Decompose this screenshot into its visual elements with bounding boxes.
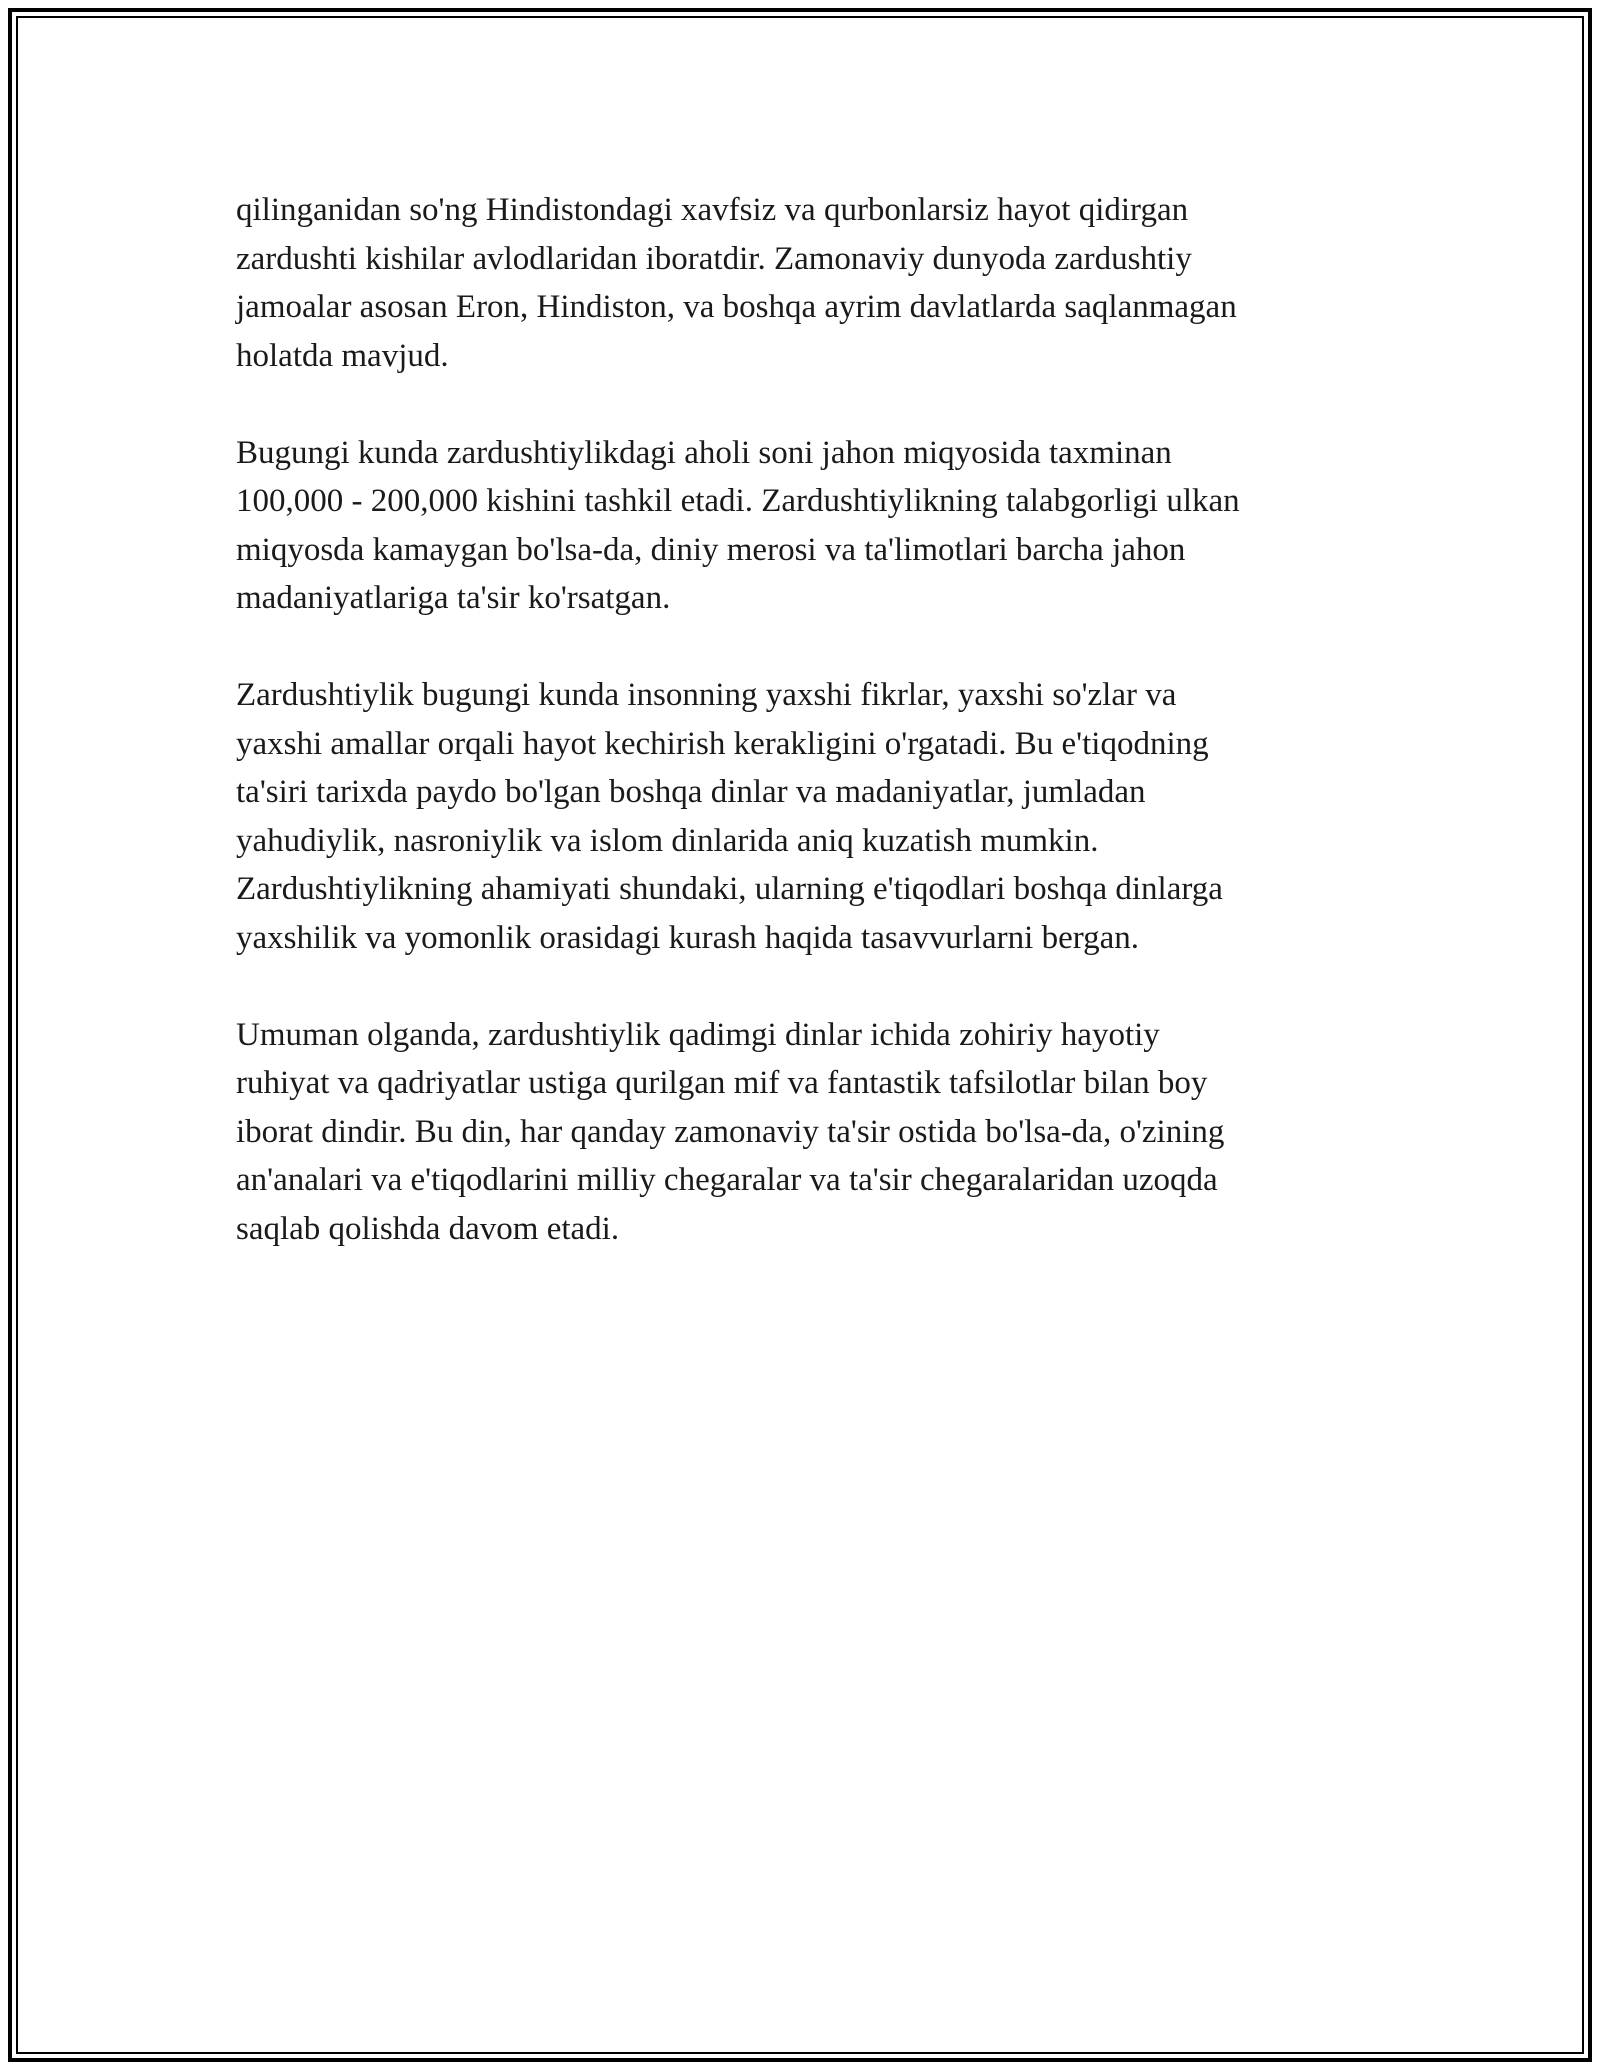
document-body [236,186,1376,1302]
paragraph-1: qilinganidan so'ng Hindistondagi xavfsiz va qurbonlarsiz hayot qidirgan zardushti kishilar avlodlaridan iboratdir. Zamonaviy dunyoda zardushtiy jamoalar asosan Eron, Hindiston, va boshqa ayrim davlatlarda saqlanmagan holatda mavjud. [236,192,1237,374]
paragraph-4: Umuman olganda, zardushtiylik qadimgi dinlar ichida zohiriy hayotiy ruhiyat va qadriyatlar ustiga qurilgan mif va fantastik tafsilotlar bilan boy iborat dindir. Bu din, har qanday zamonaviy ta'sir ostida bo'lsa-da, o'zining an'analari va e'tiqodlarini milliy chegaralar va ta'sir chegaralaridan uzoqda saqlab qolishda davom etadi. [236,1016,1225,1247]
paragraph-2: Bugungi kunda zardushtiylikdagi aholi soni jahon miqyosida taxminan 100,000 - 200,000 kishini tashkil etadi. Zardushtiylikning talabgorligi ulkan miqyosda kamaygan bo'lsa-da, diniy merosi va ta'limotlari barcha jahon madaniyatlariga ta'sir ko'rsatgan. [236,434,1240,616]
paragraph-3: Zardushtiylik bugungi kunda insonning yaxshi fikrlar, yaxshi so'zlar va yaxshi amallar orqali hayot kechirish kerakligini o'rgatadi. Bu e'tiqodning ta'siri tarixda paydo bo'lgan boshqa dinlar va madaniyatlar, jumladan yahudiylik, nasroniylik va islom dinlarida aniq kuzatish mumkin. Zardushtiylikning ahamiyati shundaki, ularning e'tiqodlari boshqa dinlarga yaxshilik va yomonlik orasidagi kurash haqida tasavvurlarni bergan. [236,677,1223,956]
